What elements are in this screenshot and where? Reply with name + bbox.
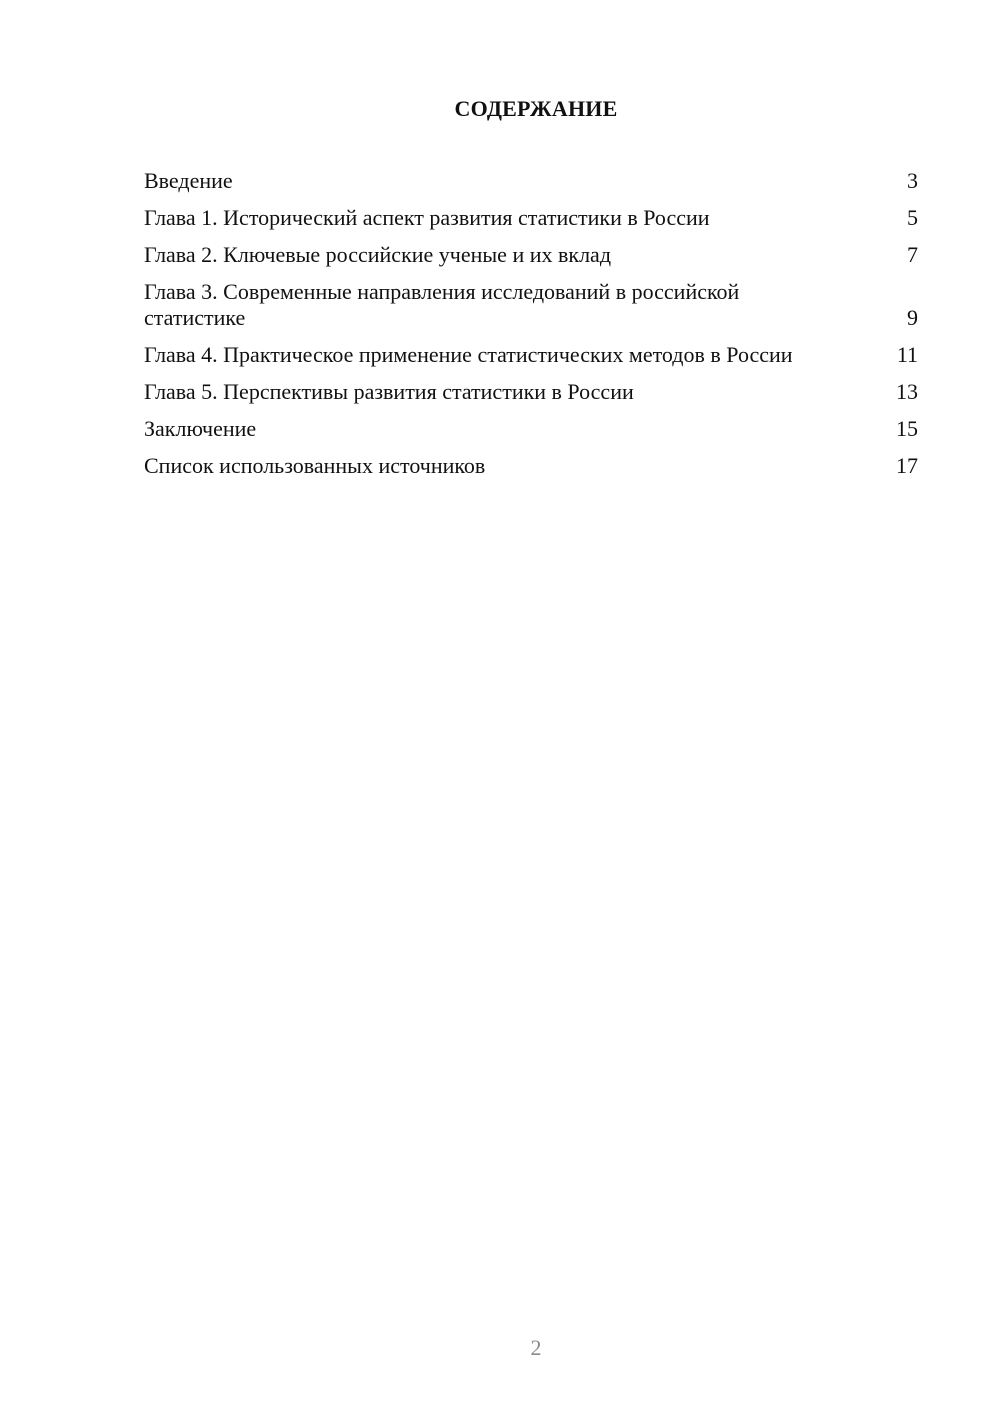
table-of-contents bbox=[144, 168, 918, 490]
toc-entry-page: 13 bbox=[896, 379, 918, 404]
toc-entry-page: 15 bbox=[896, 416, 918, 441]
page-title: СОДЕРЖАНИЕ bbox=[454, 96, 618, 121]
toc-entry-conclusion bbox=[144, 416, 918, 442]
toc-entry-label: Глава 5. Перспективы развития статистики в России bbox=[144, 379, 634, 404]
toc-entry-page: 7 bbox=[907, 242, 918, 267]
toc-entry-references bbox=[144, 453, 918, 479]
toc-entry-page: 17 bbox=[896, 453, 918, 478]
toc-entry-page: 9 bbox=[907, 305, 918, 330]
toc-entry-chapter-2 bbox=[144, 242, 918, 268]
toc-entry-page: 5 bbox=[907, 205, 918, 230]
toc-entry-label: Глава 4. Практическое применение статистических методов в России bbox=[144, 342, 793, 367]
toc-entry-label: Глава 3. Современные направления исследований в российской статистике bbox=[144, 279, 740, 330]
toc-entry-label: Глава 1. Исторический аспект развития статистики в России bbox=[144, 205, 710, 230]
toc-entry-page: 3 bbox=[907, 168, 918, 193]
toc-entry-label: Введение bbox=[144, 168, 233, 193]
toc-entry-introduction bbox=[144, 168, 918, 194]
toc-entry-label: Список использованных источников bbox=[144, 453, 486, 478]
toc-entry-label: Глава 2. Ключевые российские ученые и их вклад bbox=[144, 242, 612, 267]
toc-entry-chapter-3 bbox=[144, 279, 918, 331]
toc-entry-page: 11 bbox=[896, 342, 918, 367]
toc-entry-chapter-5 bbox=[144, 379, 918, 405]
toc-entry-label: Заключение bbox=[144, 416, 257, 441]
toc-entry-chapter-1 bbox=[144, 205, 918, 231]
toc-entry-chapter-4 bbox=[144, 342, 918, 368]
page-number: 2 bbox=[530, 1335, 542, 1360]
